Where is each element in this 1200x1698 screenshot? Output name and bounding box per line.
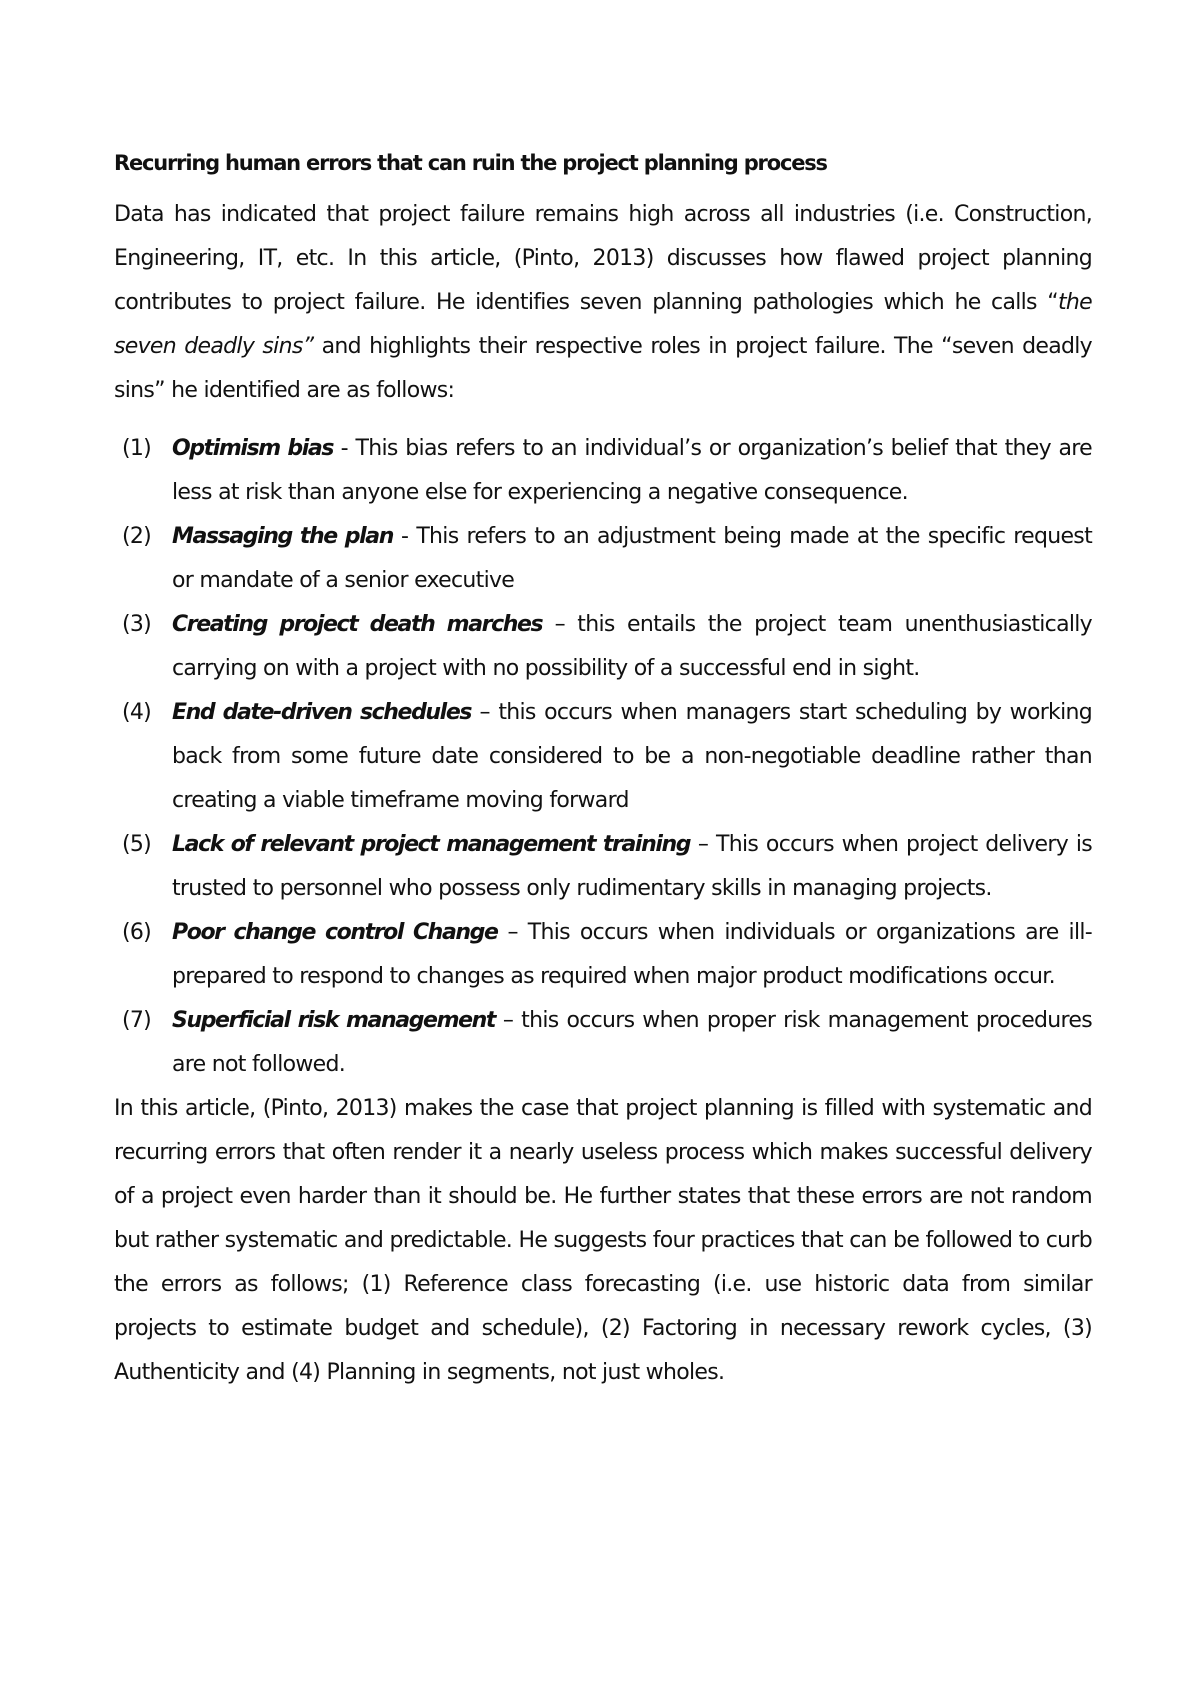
list-item-text: this entails the project team unenthusiastically carrying on with a project with no possibility of a successful end in sight. [172,612,1092,681]
list-item-number: (4) [122,700,152,725]
list-item-text: this occurs when managers start scheduling by working back from some future date considered to be a non-negotiable deadline rather than creating a viable timeframe moving forward [172,700,1093,813]
document-title: Recurring human errors that can ruin the project planning process [114,151,827,175]
list-item-text: this occurs when proper risk management procedures are not followed. [172,1008,1092,1077]
list-item-number: (3) [122,612,152,637]
list-item-text: This bias refers to an individual’s or organization’s belief that they are less at risk than anyone else for experiencing a negative consequence. [172,436,1093,505]
list-item-text: This occurs when project delivery is trusted to personnel who possess only rudimentary skills in managing projects. [172,832,1092,901]
list-item-number: (6) [122,920,152,945]
list-item-lack-of-training [114,823,1092,911]
deadly-sins-list [114,427,1092,1087]
document-body [114,145,1092,1395]
list-item-term: Optimism bias [172,436,334,461]
list-item-term: Massaging the plan [172,524,393,549]
list-item-term: Poor change control Change [172,920,498,945]
list-item-text: This occurs when individuals or organizations are ill-prepared to respond to changes as required when major product modifications occur. [172,920,1093,989]
list-item-superficial-risk-management [114,999,1092,1087]
list-item-text: This refers to an adjustment being made at the specific request or mandate of a senior executive [172,524,1092,593]
list-item-separator: – [690,832,716,857]
list-item-number: (1) [122,436,152,461]
conclusion-paragraph: In this article, (Pinto, 2013) makes the case that project planning is filled with systematic and recurring errors that often render it a nearly useless process which makes successful delivery of a project even harder than it should be. He further states that these errors are not random but rather systematic and predictable. He suggests four practices that can be followed to curb the errors as follows; (1) Reference class forecasting (i.e. use historic data from similar projects to estimate budget and schedule), (2) Factoring in necessary rework cycles, (3) Authenticity and (4) Planning in segments, not just wholes. [114,1096,1092,1385]
list-item-term: End date-driven schedules [172,700,472,725]
list-item-end-date-driven-schedules [114,691,1092,823]
list-item-massaging-the-plan [114,515,1092,603]
list-item-separator: - [392,524,417,549]
list-item-death-marches [114,603,1092,691]
list-item-term: Creating project death marches [172,612,543,637]
intro-paragraph [114,193,1092,413]
list-item-separator: – [495,1008,522,1033]
list-item-separator: – [542,612,578,637]
intro-italic-phrase: the seven deadly sins” [114,290,1092,359]
list-item-number: (5) [122,832,152,857]
list-item-separator: - [333,436,356,461]
list-item-number: (7) [122,1008,152,1033]
list-item-term: Lack of relevant project management training [172,832,691,857]
intro-text-part2: and highlights their respective roles in project failure. The “seven deadly sins” he identified are as follows: [114,334,1092,403]
list-item-separator: – [497,920,528,945]
list-item-separator: – [471,700,499,725]
list-item-poor-change-control [114,911,1092,999]
intro-text-part1: Data has indicated that project failure remains high across all industries (i.e. Construction, Engineering, IT, etc. In this article, (Pinto, 2013) discusses how flawed project planning contributes to project failure. He identifies seven planning pathologies which he calls “ [114,202,1092,315]
list-item-optimism-bias [114,427,1092,515]
list-item-number: (2) [122,524,152,549]
list-item-term: Superficial risk management [172,1008,495,1033]
